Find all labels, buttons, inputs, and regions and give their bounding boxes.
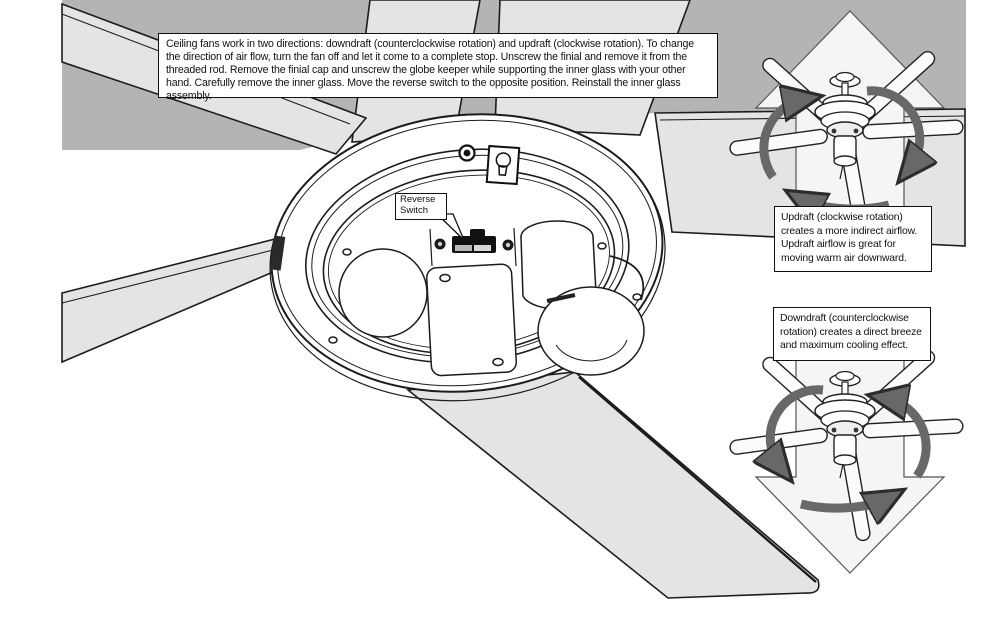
switch-housing-plate — [426, 264, 517, 376]
blade-left — [62, 237, 287, 362]
bulb-plate — [487, 146, 519, 184]
downdraft-caption-box: Downdraft (counterclockwise rotation) creates a direct breeze and maximum cooling effect. — [773, 307, 931, 361]
updraft-caption-box: Updraft (clockwise rotation) creates a more indirect airflow. Updraft airflow is great for moving warm air downward. — [774, 206, 932, 272]
capacitor-canister — [339, 249, 427, 337]
instructions-box: Ceiling fans work in two directions: downdraft (counterclockwise rotation) and updraft (clockwise rotation). To change the direction of air flow, turn the fan off and let it come to a complete stop. Unscrew the finial and remove it from the threaded rod. Remove the finial cap and unscrew the globe keeper while supporting the inner glass with your other hand. Carefully remove the inner glass. Move the reverse switch to the opposite position. Reinstall the inner glass assembly. — [158, 33, 718, 98]
reverse-switch-label: Reverse Switch — [395, 193, 447, 220]
